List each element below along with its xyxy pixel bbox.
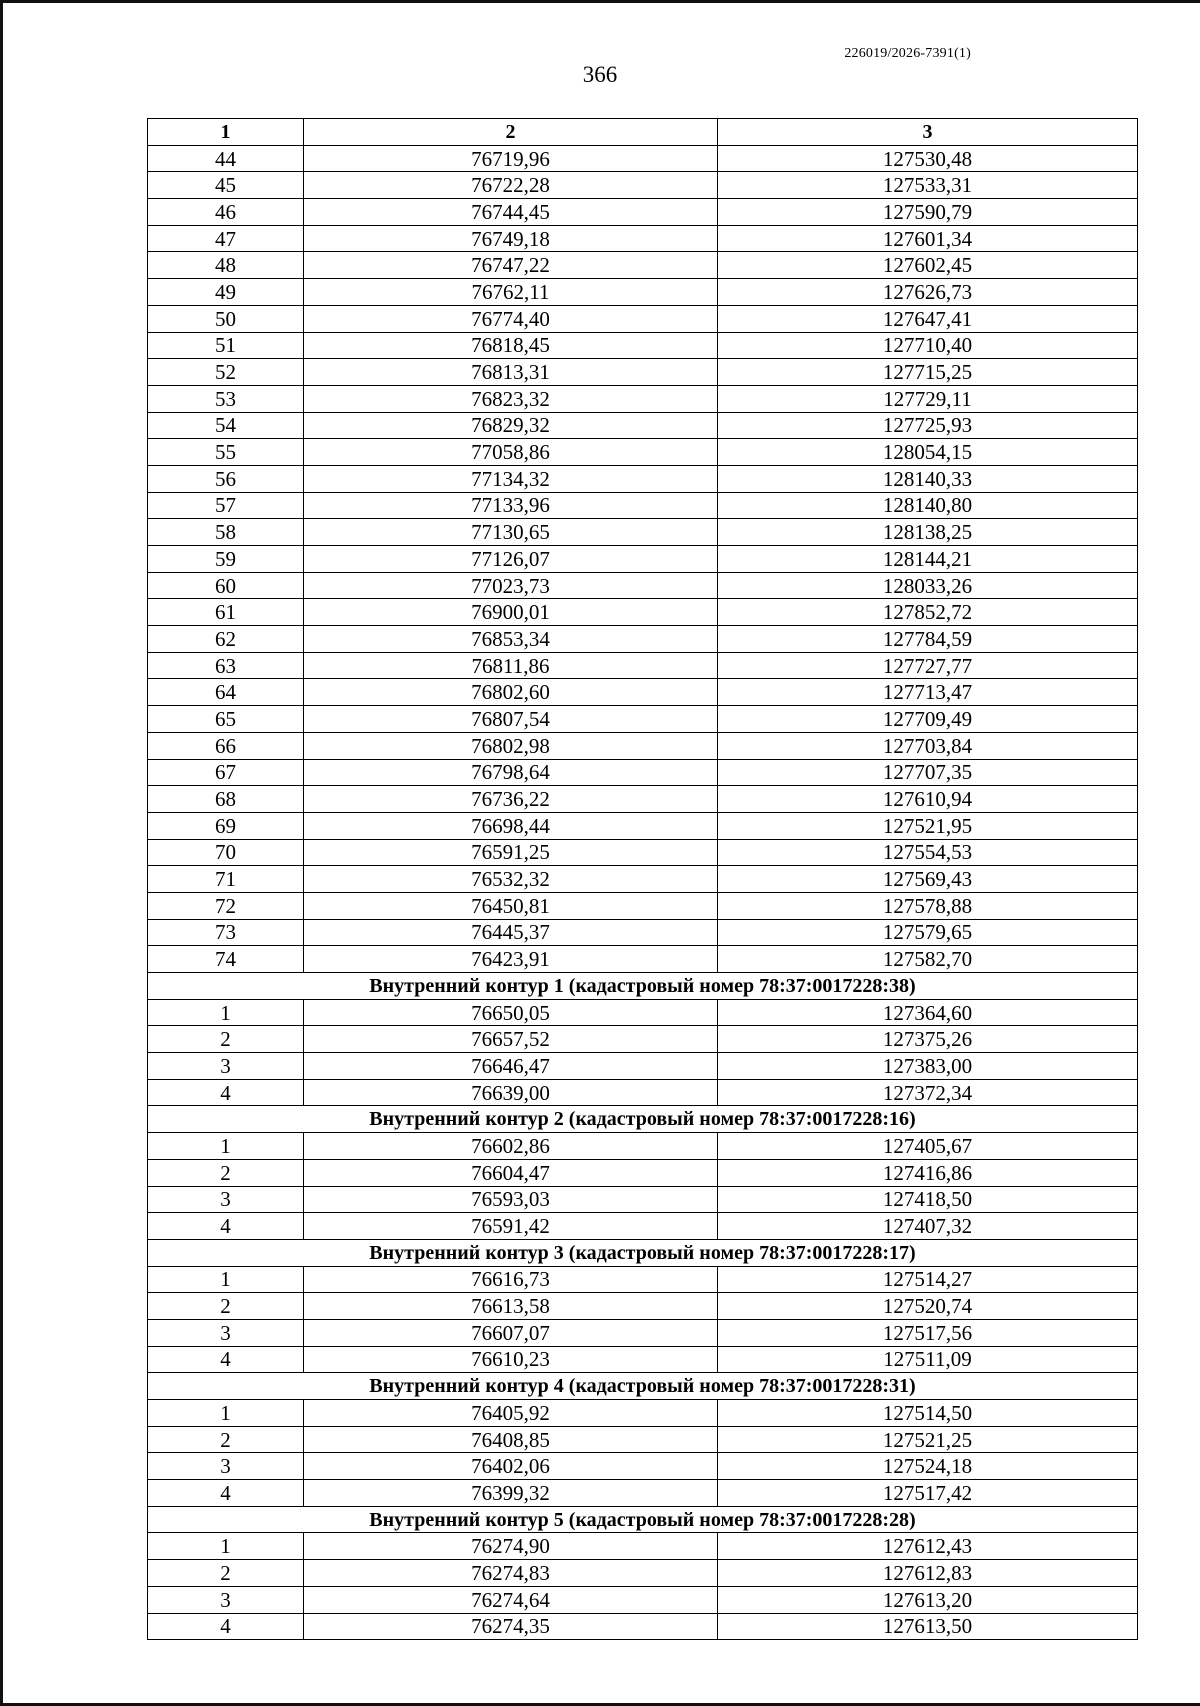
x-coordinate-cell: 76405,92 <box>304 1400 718 1427</box>
point-number-cell: 2 <box>148 1159 304 1186</box>
point-number-cell: 4 <box>148 1213 304 1240</box>
point-number-cell: 70 <box>148 839 304 866</box>
x-coordinate-cell: 77023,73 <box>304 572 718 599</box>
point-number-cell: 3 <box>148 1453 304 1480</box>
column-header-3: 3 <box>718 119 1138 146</box>
y-coordinate-cell: 128033,26 <box>718 572 1138 599</box>
table-row <box>148 1266 1138 1293</box>
page-number: 366 <box>582 62 618 87</box>
table-row <box>148 1293 1138 1320</box>
section-title: Внутренний контур 5 (кадастровый номер 78:37:0017228:28) <box>148 1506 1138 1533</box>
table-row <box>148 1480 1138 1507</box>
point-number-cell: 1 <box>148 1400 304 1427</box>
point-number-cell: 46 <box>148 199 304 226</box>
x-coordinate-cell: 76593,03 <box>304 1186 718 1213</box>
y-coordinate-cell: 127725,93 <box>718 412 1138 439</box>
table-row <box>148 199 1138 226</box>
y-coordinate-cell: 127602,45 <box>718 252 1138 279</box>
table-row <box>148 1533 1138 1560</box>
table-row <box>148 1453 1138 1480</box>
x-coordinate-cell: 76646,47 <box>304 1053 718 1080</box>
y-coordinate-cell: 127612,83 <box>718 1560 1138 1587</box>
table-row <box>148 1319 1138 1346</box>
table-row <box>148 465 1138 492</box>
table-row <box>148 706 1138 733</box>
table-row <box>148 599 1138 626</box>
y-coordinate-cell: 127520,74 <box>718 1293 1138 1320</box>
y-coordinate-cell: 127514,50 <box>718 1400 1138 1427</box>
x-coordinate-cell: 77134,32 <box>304 465 718 492</box>
point-number-cell: 71 <box>148 866 304 893</box>
y-coordinate-cell: 127514,27 <box>718 1266 1138 1293</box>
table-row <box>148 1586 1138 1613</box>
x-coordinate-cell: 77058,86 <box>304 439 718 466</box>
x-coordinate-cell: 76722,28 <box>304 172 718 199</box>
section-header-row <box>148 1506 1138 1533</box>
table-row <box>148 572 1138 599</box>
x-coordinate-cell: 76450,81 <box>304 892 718 919</box>
x-coordinate-cell: 76744,45 <box>304 199 718 226</box>
y-coordinate-cell: 127647,41 <box>718 305 1138 332</box>
section-header-row <box>148 973 1138 1000</box>
y-coordinate-cell: 127418,50 <box>718 1186 1138 1213</box>
y-coordinate-cell: 127626,73 <box>718 279 1138 306</box>
x-coordinate-cell: 77130,65 <box>304 519 718 546</box>
y-coordinate-cell: 128054,15 <box>718 439 1138 466</box>
table-row <box>148 866 1138 893</box>
point-number-cell: 2 <box>148 1026 304 1053</box>
point-number-cell: 62 <box>148 626 304 653</box>
table-row <box>148 439 1138 466</box>
y-coordinate-cell: 127533,31 <box>718 172 1138 199</box>
table-row <box>148 1053 1138 1080</box>
table-row <box>148 1426 1138 1453</box>
point-number-cell: 4 <box>148 1346 304 1373</box>
y-coordinate-cell: 127530,48 <box>718 145 1138 172</box>
x-coordinate-cell: 76813,31 <box>304 359 718 386</box>
scan-edge-left <box>0 0 3 1706</box>
section-title: Внутренний контур 4 (кадастровый номер 78:37:0017228:31) <box>148 1373 1138 1400</box>
x-coordinate-cell: 76774,40 <box>304 305 718 332</box>
table-row <box>148 1400 1138 1427</box>
point-number-cell: 48 <box>148 252 304 279</box>
point-number-cell: 49 <box>148 279 304 306</box>
y-coordinate-cell: 127517,56 <box>718 1319 1138 1346</box>
point-number-cell: 65 <box>148 706 304 733</box>
table-row <box>148 1346 1138 1373</box>
x-coordinate-cell: 76749,18 <box>304 225 718 252</box>
point-number-cell: 1 <box>148 1133 304 1160</box>
x-coordinate-cell: 76747,22 <box>304 252 718 279</box>
point-number-cell: 53 <box>148 385 304 412</box>
y-coordinate-cell: 127852,72 <box>718 599 1138 626</box>
point-number-cell: 3 <box>148 1186 304 1213</box>
x-coordinate-cell: 76602,86 <box>304 1133 718 1160</box>
x-coordinate-cell: 76719,96 <box>304 145 718 172</box>
table-row <box>148 892 1138 919</box>
table-row <box>148 145 1138 172</box>
point-number-cell: 58 <box>148 519 304 546</box>
table-row <box>148 946 1138 973</box>
y-coordinate-cell: 127569,43 <box>718 866 1138 893</box>
x-coordinate-cell: 76607,07 <box>304 1319 718 1346</box>
table-row <box>148 172 1138 199</box>
point-number-cell: 73 <box>148 919 304 946</box>
y-coordinate-cell: 127612,43 <box>718 1533 1138 1560</box>
y-coordinate-cell: 128140,33 <box>718 465 1138 492</box>
x-coordinate-cell: 76802,98 <box>304 732 718 759</box>
x-coordinate-cell: 77126,07 <box>304 546 718 573</box>
y-coordinate-cell: 127511,09 <box>718 1346 1138 1373</box>
point-number-cell: 68 <box>148 786 304 813</box>
table-row <box>148 1213 1138 1240</box>
point-number-cell: 59 <box>148 546 304 573</box>
coordinates-table <box>147 118 1138 1640</box>
table-row <box>148 732 1138 759</box>
point-number-cell: 56 <box>148 465 304 492</box>
y-coordinate-cell: 127517,42 <box>718 1480 1138 1507</box>
x-coordinate-cell: 76853,34 <box>304 626 718 653</box>
y-coordinate-cell: 127383,00 <box>718 1053 1138 1080</box>
y-coordinate-cell: 127613,50 <box>718 1613 1138 1640</box>
x-coordinate-cell: 76818,45 <box>304 332 718 359</box>
table-row <box>148 332 1138 359</box>
table-row <box>148 1079 1138 1106</box>
y-coordinate-cell: 127578,88 <box>718 892 1138 919</box>
table-row <box>148 305 1138 332</box>
y-coordinate-cell: 127610,94 <box>718 786 1138 813</box>
table-header-row <box>148 119 1138 146</box>
x-coordinate-cell: 76408,85 <box>304 1426 718 1453</box>
point-number-cell: 4 <box>148 1079 304 1106</box>
x-coordinate-cell: 76423,91 <box>304 946 718 973</box>
x-coordinate-cell: 76613,58 <box>304 1293 718 1320</box>
point-number-cell: 64 <box>148 679 304 706</box>
x-coordinate-cell: 76399,32 <box>304 1480 718 1507</box>
point-number-cell: 67 <box>148 759 304 786</box>
x-coordinate-cell: 76650,05 <box>304 999 718 1026</box>
x-coordinate-cell: 76445,37 <box>304 919 718 946</box>
table-row <box>148 812 1138 839</box>
point-number-cell: 45 <box>148 172 304 199</box>
point-number-cell: 61 <box>148 599 304 626</box>
point-number-cell: 63 <box>148 652 304 679</box>
section-header-row <box>148 1106 1138 1133</box>
x-coordinate-cell: 76604,47 <box>304 1159 718 1186</box>
document-id: 226019/2026-7391(1) <box>844 46 971 61</box>
point-number-cell: 1 <box>148 1533 304 1560</box>
table-row <box>148 359 1138 386</box>
y-coordinate-cell: 128138,25 <box>718 519 1138 546</box>
table-row <box>148 412 1138 439</box>
y-coordinate-cell: 127710,40 <box>718 332 1138 359</box>
column-header-1: 1 <box>148 119 304 146</box>
x-coordinate-cell: 76639,00 <box>304 1079 718 1106</box>
point-number-cell: 47 <box>148 225 304 252</box>
x-coordinate-cell: 76274,90 <box>304 1533 718 1560</box>
point-number-cell: 60 <box>148 572 304 599</box>
table-row <box>148 626 1138 653</box>
y-coordinate-cell: 127579,65 <box>718 919 1138 946</box>
x-coordinate-cell: 76829,32 <box>304 412 718 439</box>
point-number-cell: 1 <box>148 999 304 1026</box>
table-row <box>148 225 1138 252</box>
y-coordinate-cell: 127521,25 <box>718 1426 1138 1453</box>
table-row <box>148 679 1138 706</box>
x-coordinate-cell: 76802,60 <box>304 679 718 706</box>
y-coordinate-cell: 127713,47 <box>718 679 1138 706</box>
table-body <box>148 145 1138 1640</box>
y-coordinate-cell: 127590,79 <box>718 199 1138 226</box>
x-coordinate-cell: 76610,23 <box>304 1346 718 1373</box>
x-coordinate-cell: 76591,25 <box>304 839 718 866</box>
section-title: Внутренний контур 2 (кадастровый номер 78:37:0017228:16) <box>148 1106 1138 1133</box>
x-coordinate-cell: 76807,54 <box>304 706 718 733</box>
point-number-cell: 4 <box>148 1480 304 1507</box>
table-row <box>148 519 1138 546</box>
y-coordinate-cell: 127784,59 <box>718 626 1138 653</box>
y-coordinate-cell: 127613,20 <box>718 1586 1138 1613</box>
x-coordinate-cell: 76402,06 <box>304 1453 718 1480</box>
table-row <box>148 919 1138 946</box>
y-coordinate-cell: 127407,32 <box>718 1213 1138 1240</box>
table-row <box>148 252 1138 279</box>
column-header-2: 2 <box>304 119 718 146</box>
table-row <box>148 385 1138 412</box>
x-coordinate-cell: 76657,52 <box>304 1026 718 1053</box>
y-coordinate-cell: 127405,67 <box>718 1133 1138 1160</box>
point-number-cell: 2 <box>148 1560 304 1587</box>
point-number-cell: 3 <box>148 1053 304 1080</box>
point-number-cell: 4 <box>148 1613 304 1640</box>
x-coordinate-cell: 76811,86 <box>304 652 718 679</box>
x-coordinate-cell: 76274,83 <box>304 1560 718 1587</box>
y-coordinate-cell: 127364,60 <box>718 999 1138 1026</box>
point-number-cell: 3 <box>148 1586 304 1613</box>
x-coordinate-cell: 77133,96 <box>304 492 718 519</box>
point-number-cell: 51 <box>148 332 304 359</box>
section-title: Внутренний контур 1 (кадастровый номер 78:37:0017228:38) <box>148 973 1138 1000</box>
table-row <box>148 1186 1138 1213</box>
table-row <box>148 546 1138 573</box>
table-row <box>148 652 1138 679</box>
table-row <box>148 786 1138 813</box>
point-number-cell: 50 <box>148 305 304 332</box>
x-coordinate-cell: 76798,64 <box>304 759 718 786</box>
y-coordinate-cell: 127554,53 <box>718 839 1138 866</box>
y-coordinate-cell: 127729,11 <box>718 385 1138 412</box>
point-number-cell: 74 <box>148 946 304 973</box>
point-number-cell: 1 <box>148 1266 304 1293</box>
y-coordinate-cell: 127521,95 <box>718 812 1138 839</box>
table-row <box>148 492 1138 519</box>
x-coordinate-cell: 76762,11 <box>304 279 718 306</box>
section-title: Внутренний контур 3 (кадастровый номер 78:37:0017228:17) <box>148 1239 1138 1266</box>
point-number-cell: 66 <box>148 732 304 759</box>
y-coordinate-cell: 127582,70 <box>718 946 1138 973</box>
point-number-cell: 57 <box>148 492 304 519</box>
point-number-cell: 54 <box>148 412 304 439</box>
point-number-cell: 2 <box>148 1293 304 1320</box>
point-number-cell: 69 <box>148 812 304 839</box>
point-number-cell: 44 <box>148 145 304 172</box>
x-coordinate-cell: 76532,32 <box>304 866 718 893</box>
y-coordinate-cell: 127601,34 <box>718 225 1138 252</box>
y-coordinate-cell: 127416,86 <box>718 1159 1138 1186</box>
y-coordinate-cell: 127715,25 <box>718 359 1138 386</box>
y-coordinate-cell: 127707,35 <box>718 759 1138 786</box>
y-coordinate-cell: 127524,18 <box>718 1453 1138 1480</box>
y-coordinate-cell: 127703,84 <box>718 732 1138 759</box>
scan-edge-top <box>0 0 1200 3</box>
x-coordinate-cell: 76591,42 <box>304 1213 718 1240</box>
point-number-cell: 55 <box>148 439 304 466</box>
point-number-cell: 52 <box>148 359 304 386</box>
table-row <box>148 1613 1138 1640</box>
table-row <box>148 1026 1138 1053</box>
table-row <box>148 999 1138 1026</box>
x-coordinate-cell: 76698,44 <box>304 812 718 839</box>
table-row <box>148 1159 1138 1186</box>
x-coordinate-cell: 76616,73 <box>304 1266 718 1293</box>
y-coordinate-cell: 127372,34 <box>718 1079 1138 1106</box>
table-row <box>148 839 1138 866</box>
y-coordinate-cell: 127727,77 <box>718 652 1138 679</box>
point-number-cell: 72 <box>148 892 304 919</box>
section-header-row <box>148 1373 1138 1400</box>
x-coordinate-cell: 76736,22 <box>304 786 718 813</box>
y-coordinate-cell: 127709,49 <box>718 706 1138 733</box>
point-number-cell: 2 <box>148 1426 304 1453</box>
table-row <box>148 1133 1138 1160</box>
x-coordinate-cell: 76274,35 <box>304 1613 718 1640</box>
x-coordinate-cell: 76900,01 <box>304 599 718 626</box>
table-row <box>148 279 1138 306</box>
y-coordinate-cell: 128144,21 <box>718 546 1138 573</box>
point-number-cell: 3 <box>148 1319 304 1346</box>
y-coordinate-cell: 127375,26 <box>718 1026 1138 1053</box>
table-row <box>148 1560 1138 1587</box>
x-coordinate-cell: 76274,64 <box>304 1586 718 1613</box>
x-coordinate-cell: 76823,32 <box>304 385 718 412</box>
table-row <box>148 759 1138 786</box>
y-coordinate-cell: 128140,80 <box>718 492 1138 519</box>
section-header-row <box>148 1239 1138 1266</box>
